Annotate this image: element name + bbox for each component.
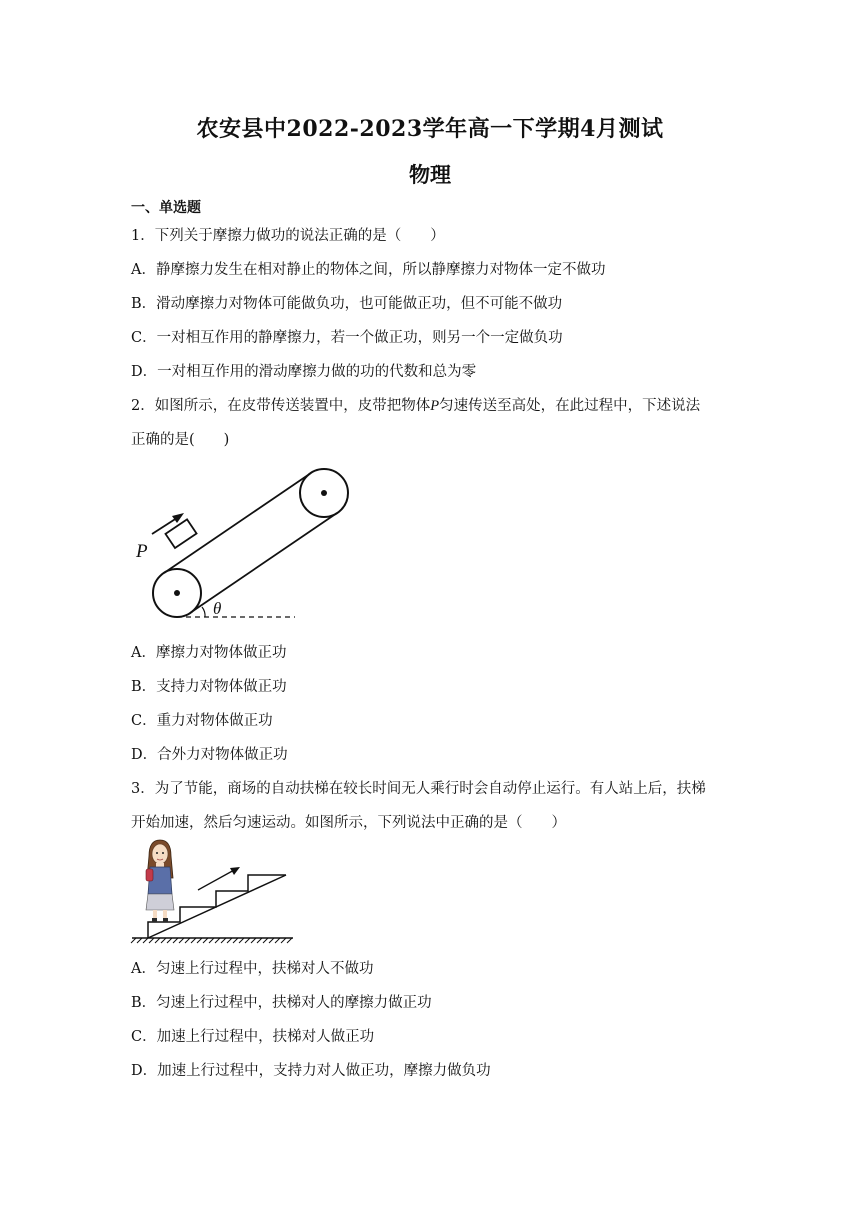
escalator-diagram: [130, 836, 300, 948]
question-3-option-d: D．加速上行过程中，支持力对人做正功，摩擦力做负功: [131, 1063, 491, 1079]
question-2-stem-object: P: [430, 398, 440, 414]
question-3-option-b: B．匀速上行过程中，扶梯对人的摩擦力做正功: [131, 995, 432, 1011]
question-1-option-c: C．一对相互作用的静摩擦力，若一个做正功，则另一个一定做负功: [131, 330, 563, 346]
motion-arrow-head: [172, 513, 184, 523]
question-2-stem-part-2: 匀速传送至高处，在此过程中，下述说法: [439, 398, 701, 414]
question-2-stem-part-1: 2．如图所示，在皮带传送装置中，皮带把物体: [131, 398, 431, 414]
escalator-direction-arrow-shaft: [198, 869, 236, 890]
question-2-option-b: B．支持力对物体做正功: [131, 679, 287, 695]
lower-pulley-axle: [174, 590, 180, 596]
question-2-option-d: D．合外力对物体做正功: [131, 747, 288, 763]
question-1-option-d: D．一对相互作用的滑动摩擦力做的功的代数和总为零: [131, 364, 477, 380]
angle-arc: [202, 607, 205, 617]
page-title: 农安县中2022-2023学年高一下学期4月测试: [196, 116, 664, 142]
question-2-option-a: A．摩擦力对物体做正功: [131, 645, 287, 661]
question-3-option-c: C．加速上行过程中，扶梯对人做正功: [131, 1029, 375, 1045]
upper-pulley-axle: [321, 490, 327, 496]
question-3-stem-line-1: 3．为了节能，商场的自动扶梯在较长时间无人乘行时会自动停止运行。有人站上后，扶梯: [131, 781, 706, 797]
object-block: [165, 519, 196, 548]
angle-label: θ: [213, 599, 222, 618]
question-1-option-b: B．滑动摩擦力对物体可能做负功，也可能做正功，但不可能不做功: [131, 296, 563, 312]
page-subtitle: 物理: [409, 162, 451, 187]
question-1-option-a: A．静摩擦力发生在相对静止的物体之间，所以静摩擦力对物体一定不做功: [131, 262, 606, 278]
question-3-stem-line-2: 开始加速，然后匀速运动。如图所示，下列说法中正确的是（ ）: [131, 815, 566, 831]
question-1-stem: 1．下列关于摩擦力做功的说法正确的是（ ）: [131, 228, 445, 244]
person-figure: [146, 840, 174, 922]
object-label: P: [136, 541, 148, 562]
section-heading: 一、单选题: [131, 200, 201, 216]
conveyor-belt-diagram: [130, 462, 370, 632]
question-3-option-a: A．匀速上行过程中，扶梯对人不做功: [131, 961, 374, 977]
question-2-stem-line-2: 正确的是( ): [131, 432, 230, 448]
belt-bottom: [190, 513, 337, 613]
question-2-stem-line-1: [131, 394, 700, 415]
question-2-option-c: C．重力对物体做正功: [131, 713, 273, 729]
